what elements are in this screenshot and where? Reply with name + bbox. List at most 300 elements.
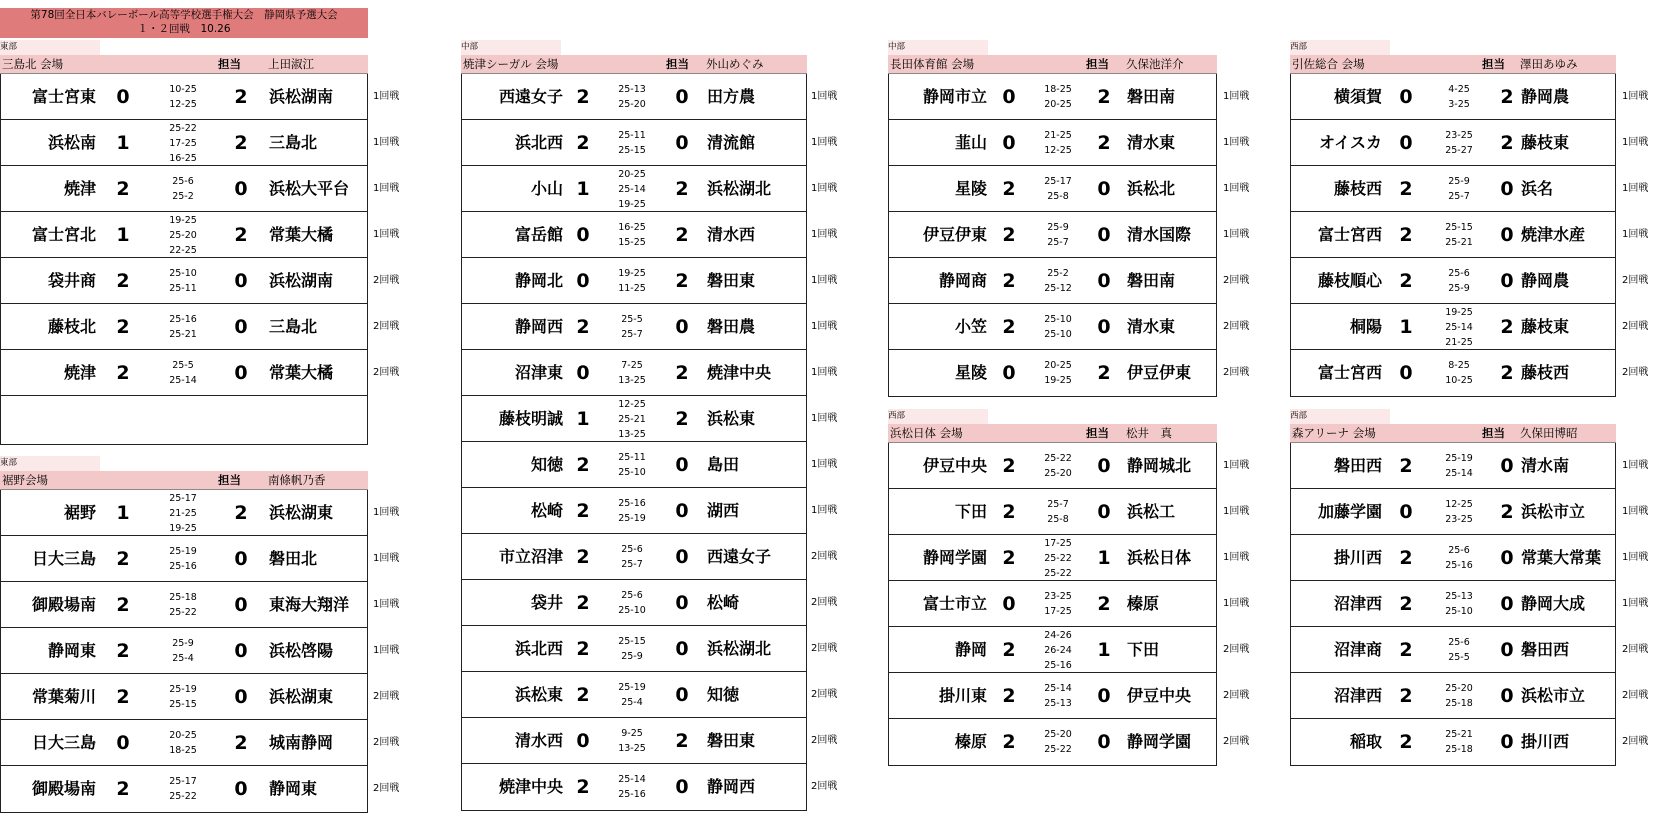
team1-score: 0 [1002, 86, 1016, 108]
set-scores [602, 718, 662, 764]
team2-score: 0 [1097, 685, 1111, 707]
team2-score: 2 [675, 362, 689, 384]
set-scores [153, 582, 213, 628]
set-score: 12-25 [1044, 145, 1072, 156]
match-row [1, 120, 400, 166]
team2-name: 浜松湖北 [707, 639, 772, 658]
team1-name: 富士宮西 [1317, 225, 1382, 244]
set-score: 25-6 [1448, 545, 1470, 556]
team1-name: 静岡学園 [922, 548, 987, 567]
match-row [462, 626, 838, 672]
team1-name: 掛川東 [938, 686, 987, 705]
set-score: 10-25 [169, 84, 197, 95]
set-score: 25-9 [1448, 176, 1470, 187]
round-label: 1回戦 [811, 91, 838, 102]
venue-section [888, 40, 1250, 397]
round-label: 1回戦 [811, 229, 838, 240]
round-label: 1回戦 [811, 275, 838, 286]
team2-score: 0 [1097, 316, 1111, 338]
team1-name: 焼津 [63, 363, 96, 382]
team2-score: 0 [1097, 224, 1111, 246]
team2-score: 0 [234, 686, 248, 708]
team1-name: 静岡 [954, 640, 987, 659]
round-label: 1回戦 [373, 645, 400, 656]
venue-header [888, 409, 1217, 443]
set-score: 25-10 [618, 467, 646, 478]
set-score: 26-24 [1044, 644, 1072, 656]
round-label: 1回戦 [1223, 552, 1250, 563]
team1-score: 2 [576, 132, 590, 154]
team1-score: 2 [576, 776, 590, 798]
team1-score: 2 [1399, 455, 1413, 477]
team1-score: 2 [576, 500, 590, 522]
round-label: 1回戦 [373, 229, 400, 240]
team1-name: 知徳 [530, 455, 563, 474]
team2-name: 磐田東 [707, 731, 756, 750]
round-label: 2回戦 [1622, 690, 1649, 701]
venue-name-bar [888, 424, 1217, 443]
set-score: 23-25 [1445, 514, 1473, 525]
team2-score: 0 [234, 362, 248, 384]
team1-score: 2 [116, 362, 130, 384]
set-score: 21-25 [1044, 130, 1072, 141]
match-row [1291, 719, 1649, 765]
team2-score: 2 [1500, 362, 1514, 384]
set-score: 25-7 [621, 559, 643, 570]
team2-score: 2 [1500, 86, 1514, 108]
set-scores [602, 396, 662, 442]
set-score: 25-16 [1445, 560, 1473, 571]
set-score: 25-18 [169, 592, 197, 603]
team1-name: 富士宮東 [31, 87, 96, 106]
team1-score: 2 [576, 86, 590, 108]
set-score: 25-19 [618, 682, 646, 693]
team1-name: 浜松東 [514, 685, 563, 704]
team1-name: 小山 [530, 179, 563, 198]
set-score: 25-16 [169, 561, 197, 572]
team1-name: 焼津 [63, 179, 96, 198]
team2-name: 浜松工 [1127, 502, 1176, 521]
set-scores [602, 672, 662, 718]
match-table [1290, 443, 1649, 766]
set-scores [153, 628, 213, 674]
set-score: 22-25 [169, 244, 197, 256]
team2-name: 浜松湖東 [269, 687, 334, 706]
set-scores [1028, 581, 1088, 627]
round-label: 1回戦 [811, 413, 838, 424]
team2-score: 2 [675, 224, 689, 246]
set-score: 19-25 [169, 522, 197, 534]
person-in-charge: 松井 真 [1126, 426, 1172, 440]
team2-name: 磐田農 [707, 317, 756, 336]
match-row [462, 580, 838, 626]
round-label: 2回戦 [1622, 736, 1649, 747]
round-label: 1回戦 [1622, 91, 1649, 102]
team2-name: 浜松日体 [1127, 548, 1192, 567]
team2-score: 0 [1097, 501, 1111, 523]
set-scores [602, 166, 662, 212]
set-scores [153, 490, 213, 536]
team1-score: 2 [116, 316, 130, 338]
team2-name: 磐田西 [1521, 640, 1570, 659]
round-label: 1回戦 [373, 183, 400, 194]
set-scores [602, 534, 662, 580]
team2-score: 0 [675, 638, 689, 660]
match-row [889, 627, 1250, 673]
set-score: 25-17 [169, 776, 197, 787]
team2-name: 静岡農 [1521, 271, 1570, 290]
match-row [462, 166, 838, 212]
venue-header [461, 40, 807, 74]
match-row [1, 74, 400, 120]
team2-name: 浜松湖南 [269, 271, 334, 290]
round-label: 2回戦 [1223, 736, 1250, 747]
venue-header [1290, 40, 1616, 74]
team1-score: 0 [576, 270, 590, 292]
team2-name: 磐田東 [707, 271, 756, 290]
team1-score: 2 [1002, 639, 1016, 661]
team1-score: 0 [576, 224, 590, 246]
team2-score: 2 [1500, 316, 1514, 338]
team1-score: 2 [116, 594, 130, 616]
match-row [1291, 627, 1649, 673]
team1-score: 0 [1002, 132, 1016, 154]
team2-score: 0 [234, 548, 248, 570]
team1-name: 市立沼津 [498, 547, 563, 566]
set-score: 25-6 [172, 176, 194, 187]
tanto-label: 担当 [1482, 426, 1505, 440]
team2-score: 0 [1500, 547, 1514, 569]
team2-score: 0 [1500, 731, 1514, 753]
team2-score: 2 [234, 732, 248, 754]
team1-score: 2 [1002, 178, 1016, 200]
team2-score: 0 [234, 270, 248, 292]
team2-name: 常葉大橘 [269, 225, 334, 244]
team2-score: 0 [234, 594, 248, 616]
venue-header [1290, 409, 1616, 443]
match-row [1291, 350, 1649, 396]
team1-score: 2 [1002, 455, 1016, 477]
team2-name: 下田 [1127, 640, 1160, 659]
round-label: 1回戦 [811, 459, 838, 470]
team2-name: 浜松市立 [1521, 686, 1586, 705]
set-score: 25-18 [1445, 744, 1473, 755]
set-scores [1429, 489, 1489, 535]
team1-name: 沼津西 [1333, 686, 1382, 705]
team1-name: 浜北西 [514, 133, 563, 152]
team2-name: 静岡西 [707, 777, 756, 796]
venue-name-bar [0, 55, 368, 74]
team1-score: 2 [576, 592, 590, 614]
team2-score: 0 [675, 500, 689, 522]
team1-name: 加藤学園 [1317, 502, 1382, 521]
team2-score: 2 [234, 86, 248, 108]
team1-score: 2 [1399, 593, 1413, 615]
round-label: 1回戦 [373, 137, 400, 148]
set-score: 13-25 [618, 375, 646, 386]
set-scores [153, 720, 213, 766]
team1-name: 袋井 [530, 593, 563, 612]
match-row [1, 582, 400, 628]
set-scores [153, 74, 213, 120]
set-score: 3-25 [1448, 99, 1470, 110]
set-score: 25-8 [1047, 514, 1069, 525]
set-score: 25-14 [618, 183, 646, 195]
match-row [1, 350, 400, 396]
set-score: 17-25 [169, 137, 197, 149]
team1-score: 2 [1399, 178, 1413, 200]
team1-name: 焼津中央 [498, 777, 563, 796]
region-label: 中部 [461, 40, 561, 55]
round-label: 1回戦 [1622, 229, 1649, 240]
venue-name: 裾野会場 [2, 473, 48, 487]
set-score: 25-10 [1044, 314, 1072, 325]
team1-name: 静岡市立 [922, 87, 987, 106]
set-scores [1429, 673, 1489, 719]
team1-name: 御殿場南 [31, 595, 96, 614]
round-label: 1回戦 [811, 183, 838, 194]
set-scores [602, 350, 662, 396]
team2-name: 湖西 [707, 501, 740, 520]
match-row [462, 120, 838, 166]
set-score: 25-19 [1445, 453, 1473, 464]
round-label: 1回戦 [1622, 552, 1649, 563]
team2-name: 三島北 [269, 133, 318, 152]
round-label: 1回戦 [373, 599, 400, 610]
venue-section [461, 40, 838, 811]
team2-score: 0 [675, 592, 689, 614]
set-score: 4-25 [1448, 84, 1470, 95]
team2-name: 焼津水産 [1521, 225, 1586, 244]
team1-name: 松崎 [530, 501, 563, 520]
round-label: 1回戦 [1622, 137, 1649, 148]
set-scores [1429, 120, 1489, 166]
match-row [1291, 120, 1649, 166]
team1-name: 袋井商 [47, 271, 96, 290]
team1-name: オイスカ [1318, 133, 1382, 152]
match-row [462, 672, 838, 718]
round-label: 2回戦 [373, 321, 400, 332]
set-score: 25-11 [169, 283, 197, 294]
set-scores [1028, 166, 1088, 212]
set-score: 25-10 [1445, 606, 1473, 617]
set-score: 25-19 [169, 546, 197, 557]
match-table [888, 74, 1250, 397]
match-row [889, 212, 1250, 258]
team1-score: 2 [1002, 547, 1016, 569]
team1-score: 2 [1399, 731, 1413, 753]
set-score: 18-25 [169, 745, 197, 756]
team1-score: 2 [116, 640, 130, 662]
team2-name: 浜松湖北 [707, 179, 772, 198]
empty-row [1, 396, 367, 444]
set-scores [1429, 166, 1489, 212]
set-score: 25-19 [169, 684, 197, 695]
set-score: 25-16 [169, 314, 197, 325]
team2-name: 浜松北 [1127, 179, 1176, 198]
team1-name: 伊豆伊東 [922, 225, 987, 244]
set-score: 25-16 [618, 789, 646, 800]
team2-score: 2 [1097, 86, 1111, 108]
set-scores [1028, 627, 1088, 673]
set-score: 17-25 [1044, 537, 1072, 549]
match-row [889, 535, 1250, 581]
team2-score: 0 [675, 454, 689, 476]
set-score: 23-25 [1044, 591, 1072, 602]
team2-name: 浜松東 [707, 409, 756, 428]
person-in-charge: 久保田博昭 [1520, 426, 1578, 440]
set-score: 19-25 [618, 268, 646, 279]
team1-score: 2 [576, 546, 590, 568]
person-in-charge: 上田淑江 [268, 57, 314, 71]
round-label: 2回戦 [373, 691, 400, 702]
set-scores [1429, 212, 1489, 258]
set-score: 25-22 [1044, 567, 1072, 579]
match-table [1290, 74, 1649, 397]
match-row [1, 212, 400, 258]
round-label: 2回戦 [811, 689, 838, 700]
match-row [889, 258, 1250, 304]
set-scores [602, 764, 662, 810]
set-score: 25-8 [1047, 191, 1069, 202]
team1-name: 磐田西 [1333, 456, 1382, 475]
team2-name: 浜名 [1521, 179, 1554, 198]
set-score: 25-14 [1445, 468, 1473, 479]
team2-score: 2 [675, 178, 689, 200]
set-score: 25-2 [172, 191, 194, 202]
team1-score: 2 [1002, 685, 1016, 707]
region-label: 西部 [1290, 40, 1390, 55]
team1-name: 浜松南 [47, 133, 96, 152]
team1-score: 0 [1399, 501, 1413, 523]
set-scores [153, 536, 213, 582]
team2-score: 2 [675, 730, 689, 752]
team2-score: 0 [1097, 731, 1111, 753]
set-scores [1429, 304, 1489, 350]
team2-name: 清水国際 [1127, 225, 1192, 244]
team2-score: 0 [1097, 178, 1111, 200]
match-row [1, 536, 400, 582]
match-row [1291, 489, 1649, 535]
team2-name: 常葉大橘 [269, 363, 334, 382]
match-row [1291, 673, 1649, 719]
set-score: 21-25 [1445, 336, 1473, 348]
team1-score: 0 [1002, 362, 1016, 384]
venue-name: 三島北 会場 [2, 57, 64, 71]
team1-name: 静岡北 [514, 271, 563, 290]
set-scores [1028, 443, 1088, 489]
round-label: 2回戦 [1223, 644, 1250, 655]
set-score: 25-11 [618, 130, 646, 141]
person-in-charge: 澤田あゆみ [1520, 57, 1578, 71]
team2-name: 掛川西 [1521, 732, 1570, 751]
person-in-charge: 久保池洋介 [1126, 57, 1184, 71]
match-row [1, 628, 400, 674]
round-label: 1回戦 [1622, 598, 1649, 609]
match-row [462, 258, 838, 304]
title-line-2: １・２回戦 10.26 [137, 23, 231, 35]
set-scores [1429, 350, 1489, 396]
match-row [889, 74, 1250, 120]
team1-name: 藤枝順心 [1317, 271, 1382, 290]
team2-name: 西遠女子 [707, 547, 772, 566]
set-score: 25-20 [618, 99, 646, 110]
set-scores [602, 626, 662, 672]
match-row [1291, 443, 1649, 489]
venue-name-bar [461, 55, 807, 74]
set-scores [1028, 719, 1088, 765]
set-score: 16-25 [618, 222, 646, 233]
team1-score: 2 [116, 548, 130, 570]
set-score: 25-27 [1445, 145, 1473, 156]
team1-score: 2 [1399, 639, 1413, 661]
team2-score: 2 [234, 502, 248, 524]
round-label: 2回戦 [1622, 275, 1649, 286]
set-score: 19-25 [1044, 375, 1072, 386]
team1-score: 2 [576, 454, 590, 476]
venue-section [1290, 40, 1649, 397]
region-label: 西部 [888, 409, 988, 424]
set-score: 25-10 [1044, 329, 1072, 340]
set-score: 12-25 [1445, 499, 1473, 510]
team2-name: 清水西 [707, 225, 756, 244]
set-score: 15-25 [618, 237, 646, 248]
set-scores [602, 442, 662, 488]
set-score: 23-25 [1445, 130, 1473, 141]
set-scores [1028, 212, 1088, 258]
team2-name: 城南静岡 [269, 733, 334, 752]
set-score: 25-22 [169, 791, 197, 802]
team2-name: 東海大翔洋 [269, 595, 350, 614]
match-row [889, 673, 1250, 719]
round-label: 2回戦 [1223, 367, 1250, 378]
team1-score: 1 [116, 502, 130, 524]
team2-score: 0 [1097, 270, 1111, 292]
round-label: 1回戦 [373, 91, 400, 102]
match-row [1291, 74, 1649, 120]
team1-name: 日大三島 [31, 733, 96, 752]
team2-name: 島田 [707, 455, 740, 474]
team1-name: 常葉菊川 [31, 687, 96, 706]
set-score: 13-25 [618, 428, 646, 440]
round-label: 1回戦 [811, 137, 838, 148]
set-scores [153, 258, 213, 304]
set-score: 25-14 [1044, 683, 1072, 694]
team1-name: 稲取 [1349, 732, 1382, 751]
match-row [889, 581, 1250, 627]
set-score: 25-11 [618, 452, 646, 463]
venue-name: 長田体育館 会場 [890, 57, 975, 71]
round-label: 1回戦 [1622, 183, 1649, 194]
match-row [1, 674, 400, 720]
set-score: 7-25 [621, 360, 643, 371]
set-score: 8-25 [1448, 360, 1470, 371]
set-score: 11-25 [618, 283, 646, 294]
set-scores [153, 120, 213, 166]
tanto-label: 担当 [218, 473, 241, 487]
team1-name: 静岡西 [514, 317, 563, 336]
set-score: 19-25 [169, 214, 197, 226]
team2-name: 榛原 [1127, 594, 1160, 613]
set-scores [1028, 535, 1088, 581]
set-scores [1028, 350, 1088, 396]
set-score: 25-15 [169, 699, 197, 710]
team2-score: 0 [675, 546, 689, 568]
team2-score: 0 [1500, 178, 1514, 200]
team2-score: 2 [1500, 501, 1514, 523]
match-row [462, 764, 838, 810]
venue-section [888, 409, 1250, 766]
